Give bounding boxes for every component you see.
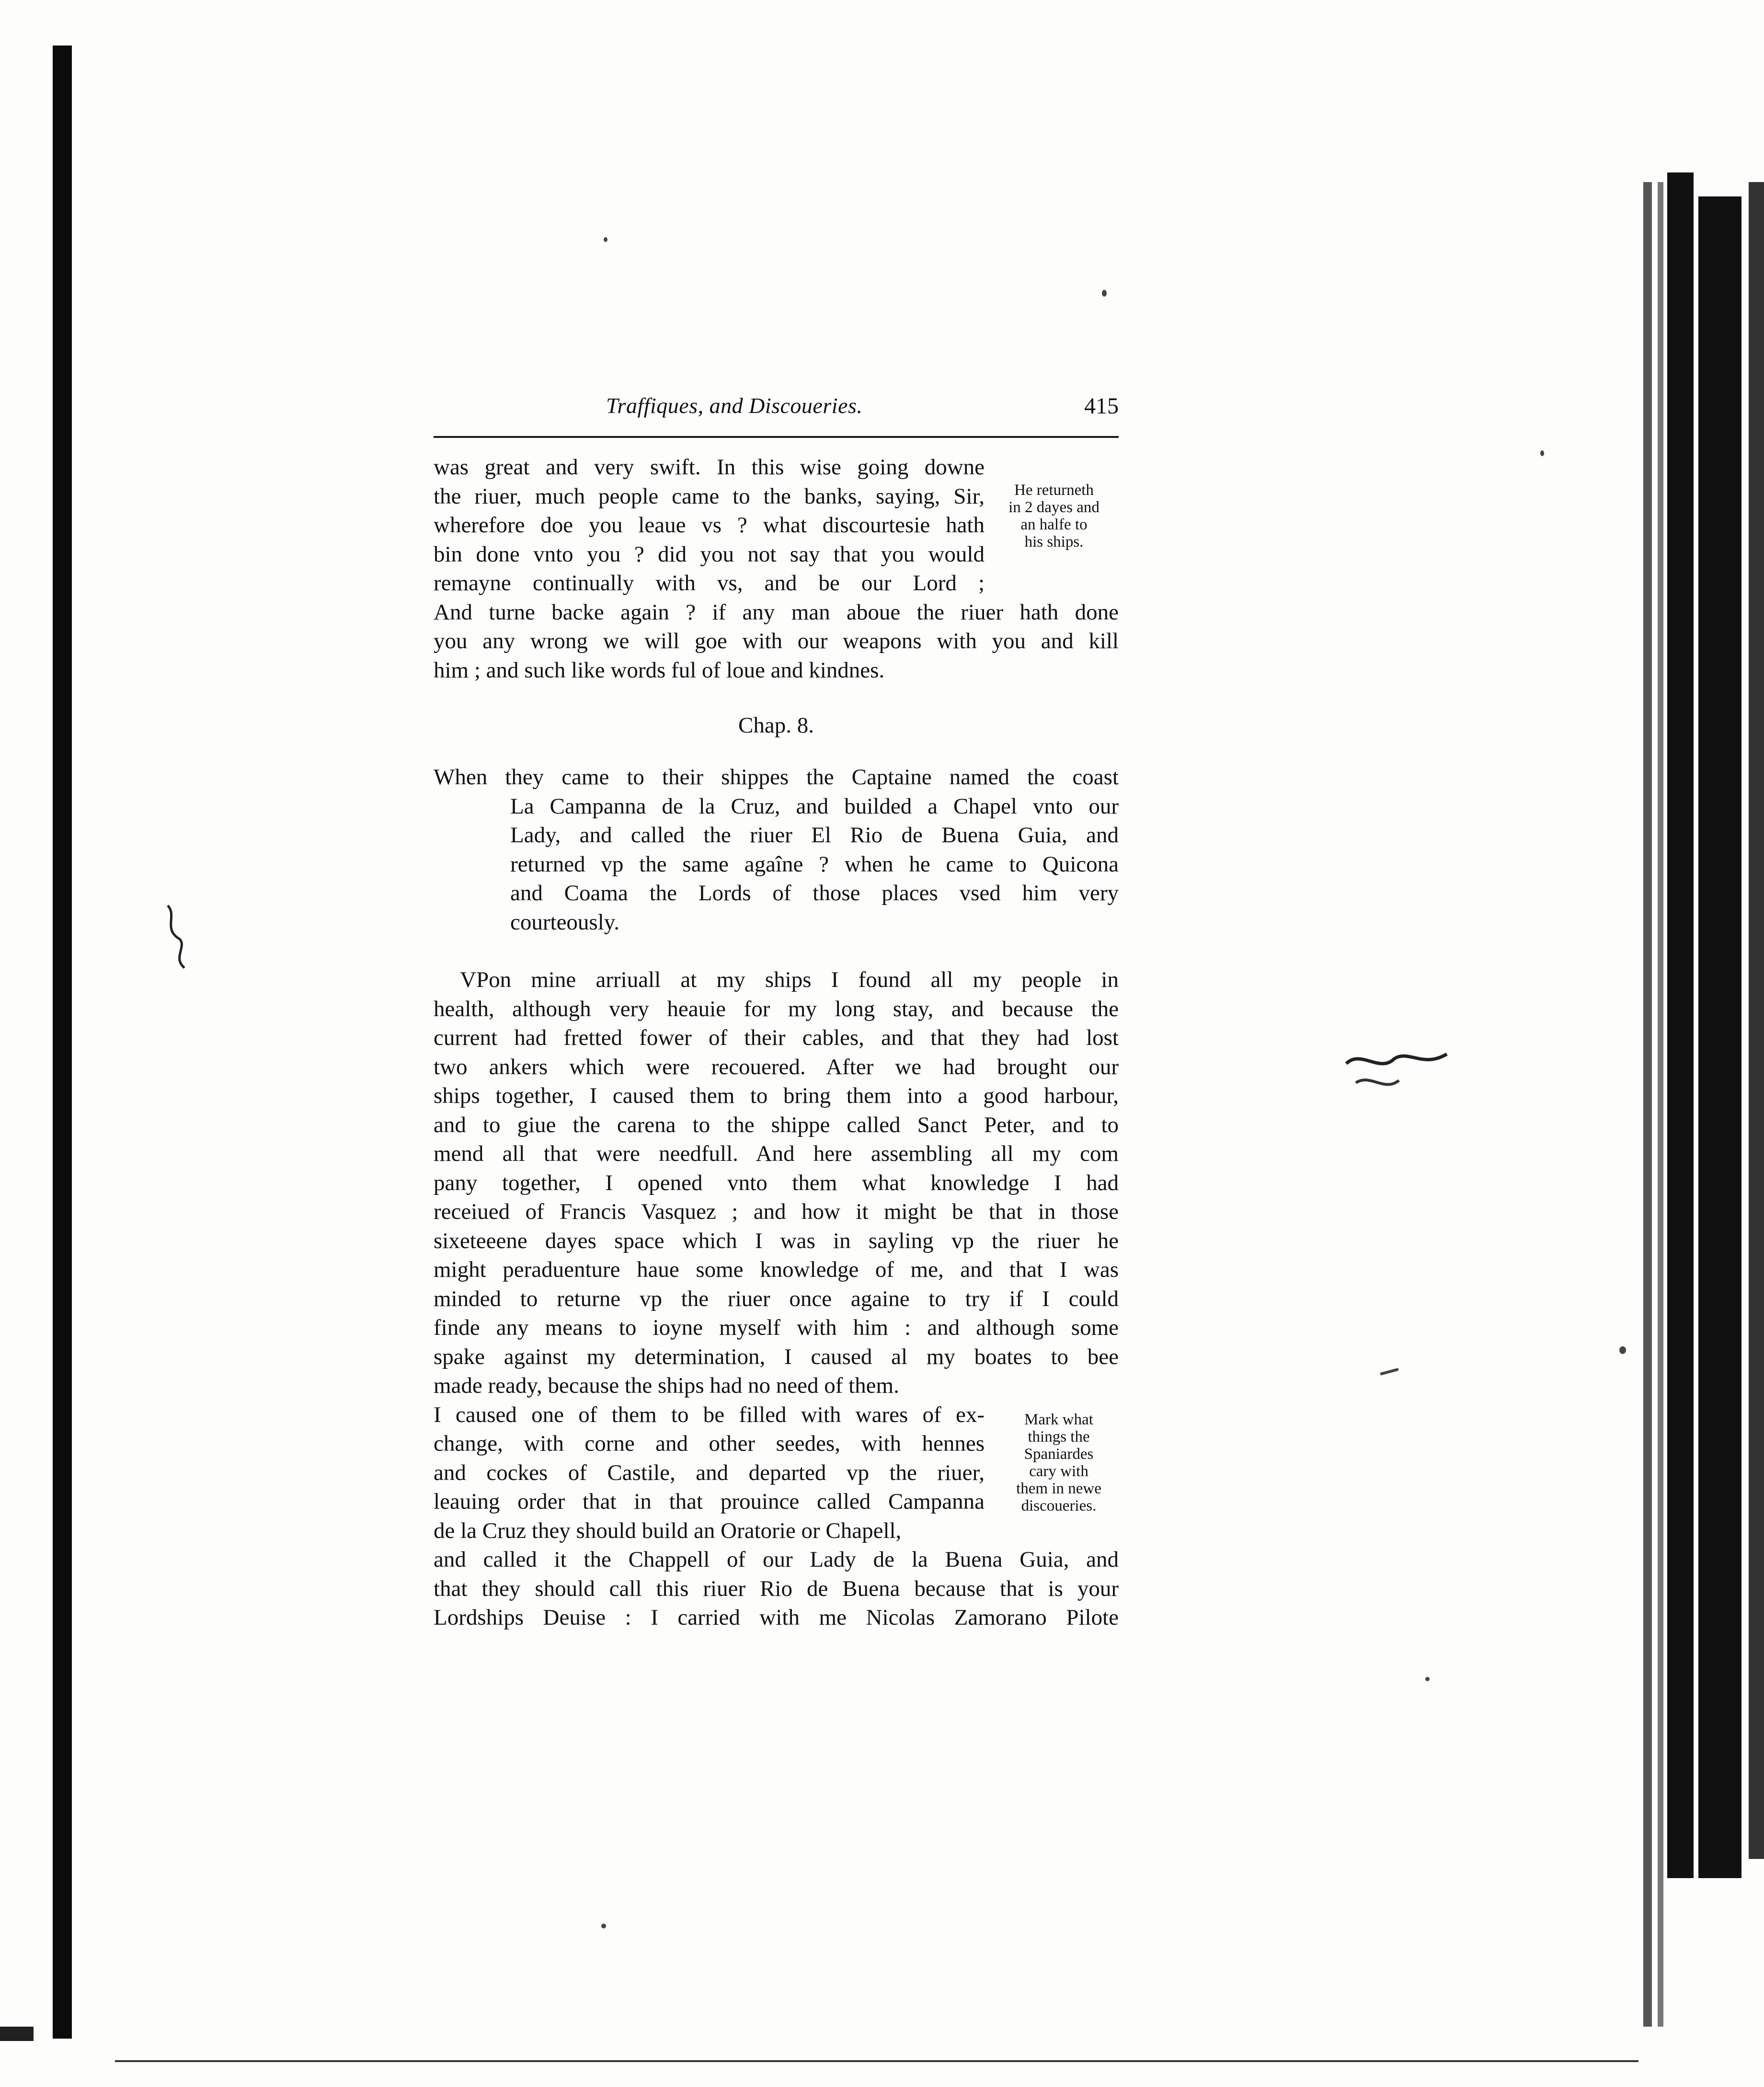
text-line: minded to returne vp the riuer once againe to try if I could — [434, 1286, 1119, 1311]
text-line: leauing order that in that prouince called Campanna — [434, 1489, 985, 1514]
running-title: Traffiques, and Discoueries. — [606, 393, 863, 418]
text-line: VPon mine arriuall at my ships I found all my people in — [460, 967, 1119, 992]
margin-note: Mark what things the Spaniardes cary with them in newe discoueries. — [1016, 1411, 1101, 1514]
text-line: two ankers which were recouered. After we had brought our — [434, 1054, 1119, 1079]
text-line: the riuer, much people came to the banks, saying, Sir, — [434, 483, 985, 509]
paragraph-gap — [434, 937, 1119, 965]
text-line: might peraduenture haue some knowledge of me, and that I was — [434, 1257, 1119, 1282]
text-line: health, although very heauie for my long stay, and because the — [434, 996, 1119, 1021]
text-line: I caused one of them to be filled with wares of ex- — [434, 1402, 985, 1427]
text-line: him ; and such like words ful of loue and kindnes. — [434, 657, 885, 683]
ink-scribble — [158, 901, 196, 973]
text-line: finde any means to ioyne myself with him : and although some — [434, 1315, 1119, 1340]
binding-shadow — [53, 46, 72, 2039]
text-line: and called it the Chappell of our Lady de la Buena Guia, and — [434, 1547, 1119, 1572]
text-line: change, with corne and other seedes, with hennes — [434, 1431, 985, 1456]
text-line: and to giue the carena to the shippe called Sanct Peter, and to — [434, 1112, 1119, 1137]
ink-speck — [604, 237, 607, 242]
summary-line: and Coama the Lords of those places vsed him very — [510, 881, 1119, 906]
header-rule — [434, 436, 1119, 438]
ink-speck — [1540, 450, 1544, 456]
summary-line: returned vp the same agaîne ? when he came to Quicona — [510, 851, 1119, 877]
text-line: made ready, because the ships had no need of them. — [434, 1373, 899, 1398]
margin-note: He returneth in 2 dayes and an halfe to his ships. — [1008, 482, 1100, 550]
ink-speck — [601, 1924, 606, 1928]
summary-line: When they came to their shippes the Captaine named the coast — [434, 765, 1119, 790]
text-line: and cockes of Castile, and departed vp the riuer, — [434, 1460, 985, 1485]
text-line: that they should call this riuer Rio de Buena because that is your — [434, 1576, 1119, 1601]
text-line: wherefore doe you leaue vs ? what discourtesie hath — [434, 513, 985, 538]
ink-speck — [1380, 1368, 1399, 1376]
text-line: receiued of Francis Vasquez ; and how it might be that in those — [434, 1199, 1119, 1224]
summary-line: La Campanna de la Cruz, and builded a Chapel vnto our — [510, 793, 1119, 819]
text-line: de la Cruz they should build an Oratorie or Chapell, — [434, 1518, 902, 1543]
text-line: pany together, I opened vnto them what knowledge I had — [434, 1170, 1119, 1195]
ink-speck — [1102, 290, 1107, 297]
text-line: you any wrong we will goe with our weapons with you and kill — [434, 629, 1119, 654]
ink-speck — [1619, 1346, 1626, 1354]
chapter-heading: Chap. 8. — [738, 713, 814, 738]
ink-speck — [1425, 1677, 1430, 1681]
ink-scribble — [1341, 1040, 1452, 1102]
summary-line: courteously. — [510, 909, 619, 935]
text-line: sixeteeene dayes space which I was in sayling vp the riuer he — [434, 1228, 1119, 1253]
text-line: was great and very swift. In this wise going downe — [434, 455, 985, 480]
text-line: And turne backe again ? if any man aboue the riuer hath done — [434, 599, 1119, 625]
text-line: current had fretted fower of their cables, and that they had lost — [434, 1025, 1119, 1050]
text-line: spake against my determination, I caused al my boates to bee — [434, 1344, 1119, 1369]
text-line: mend all that were needfull. And here assembling all my com — [434, 1141, 1119, 1166]
page-bottom-edge — [115, 2060, 1638, 2067]
text-line: bin done vnto you ? did you not say that you would — [434, 541, 985, 567]
running-header — [434, 393, 1119, 431]
page-edge-shadow — [1638, 182, 1764, 2051]
summary-line: Lady, and called the riuer El Rio de Buena Guia, and — [510, 823, 1119, 848]
text-line: Lordships Deuise : I carried with me Nicolas Zamorano Pilote — [434, 1605, 1119, 1630]
text-line: ships together, I caused them to bring them into a good harbour, — [434, 1083, 1119, 1108]
text-line: remayne continually with vs, and be our Lord ; — [434, 571, 985, 596]
scan-edge-mark — [0, 2027, 34, 2041]
page-number: 415 — [1084, 393, 1119, 419]
